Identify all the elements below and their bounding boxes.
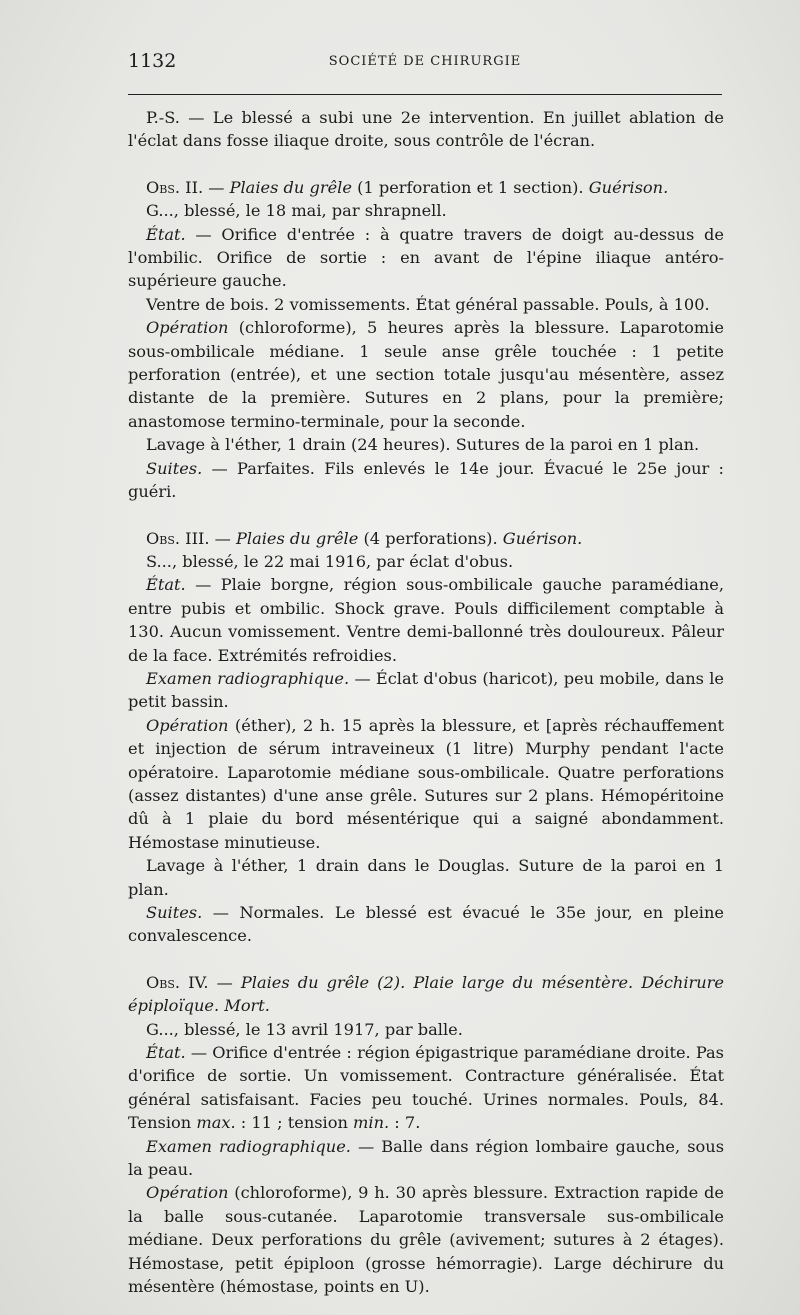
obs3-suites-text: — Normales. Le blessé est évacué le 35e jour, en pleine convalescence. bbox=[128, 903, 724, 946]
obs2-label: Obs. II. bbox=[146, 177, 204, 197]
obs4-etat bbox=[128, 1041, 724, 1135]
obs2-suites-text: — Parfaites. Fils enlevés le 14e jour. Évacué le 25e jour : guéri. bbox=[128, 458, 724, 502]
obs4-etat-text: — Orifice d'entrée : région épigastrique paramédiane droite. Pas d'orifice de sortie. Un vomissement. Contracture généralisée. État général satisfaisant. Facies peu touché. Urines normales. Pouls, 84. Tension bbox=[128, 1043, 724, 1133]
obs3-result: Guérison. bbox=[502, 528, 583, 548]
obs2-ventre: Ventre de bois. 2 vomissements. État général passable. Pouls, à 100. bbox=[146, 294, 710, 314]
obs3-patient: S..., blessé, le 22 mai 1916, par éclat d'obus. bbox=[146, 551, 514, 571]
obs4-etat-label: État. bbox=[146, 1043, 186, 1063]
obs4-operation-label: Opération bbox=[146, 1183, 229, 1203]
obs3-etat-text: — Plaie borgne, région sous-ombilicale gauche paramédiane, entre pubis et ombilic. Shock grave. Pouls difficilement comptable à 130. Aucun vomissement. Ventre demi-ballonné très douloureux. Pâleur de la face. Extrémités refroidies. bbox=[128, 575, 724, 665]
obs3-label: Obs. III. bbox=[146, 528, 210, 548]
obs4-examen-text: — Balle dans région lombaire gauche, sous la peau. bbox=[128, 1136, 725, 1180]
obs2-operation bbox=[128, 316, 724, 433]
obs4-examen bbox=[128, 1135, 724, 1182]
obs4-heading: Obs. IV. — Plaies du grêle (2). Plaie large du mésentère. Déchirure épiploïque. Mort. bbox=[128, 972, 724, 1016]
page-body bbox=[128, 106, 724, 1299]
obs3-etat bbox=[128, 573, 724, 667]
obs3-detail: (4 perforations). bbox=[358, 528, 503, 548]
obs3-examen-label: Examen radiographique. bbox=[146, 668, 350, 688]
obs2-title: Plaies du grêle bbox=[229, 177, 352, 197]
obs4-operation-text: (chloroforme), 9 h. 30 après blessure. Extraction rapide de la balle sous-cutanée. Laparotomie transversale sus-ombilicale médiane. Deux perforations du grêle (avivement; sutures à 2 étages). Hémostase, petit épiploon (grosse hémorragie). Large déchirure du mésentère (hémostase, points en U). bbox=[128, 1183, 724, 1297]
obs2-patient: G..., blessé, le 18 mai, par shrapnell. bbox=[146, 201, 447, 221]
obs4-tension-end: : 7. bbox=[389, 1113, 421, 1133]
obs3-heading: Obs. III. — Plaies du grêle (4 perforations). Guérison. bbox=[146, 528, 583, 548]
obs4-examen-label: Examen radiographique. bbox=[146, 1136, 351, 1156]
obs2-suites bbox=[128, 457, 724, 504]
obs3-operation-label: Opération bbox=[146, 715, 229, 735]
obs2-operation-label: Opération bbox=[146, 318, 229, 338]
obs2-operation-text: (chloroforme), 5 heures après la blessure. Laparotomie sous-ombilicale médiane. 1 seule anse grêle touchée : 1 petite perforation (entrée), et une section totale jusqu'au mésentère, assez distante de la première. Sutures en 2 plans, pour la première; anastomose termino-terminale, pour la seconde. bbox=[128, 318, 724, 431]
obs3-etat-label: État. bbox=[146, 575, 186, 595]
obs3-title: Plaies du grêle bbox=[236, 528, 359, 548]
obs4-min-label: min. bbox=[353, 1113, 390, 1133]
obs2-heading: Obs. II. — Plaies du grêle (1 perforation et 1 section). Guérison. bbox=[146, 177, 669, 197]
postscript-paragraph bbox=[128, 106, 724, 153]
obs4-label: Obs. IV. bbox=[146, 972, 209, 992]
obs3-operation-text: (éther), 2 h. 15 après la blessure, et [après réchauffement et injection de sérum intraveineux (1 litre) Murphy pendant l'acte opératoire. Laparotomie médiane sous-ombilicale. Quatre perforations (assez distantes) d'une anse grêle. Sutures sur 2 plans. Hémopéritoine dû à 1 plaie du bord mésentérique qui a saigné abondamment. Hémostase minutieuse. bbox=[128, 715, 724, 852]
page-number: 1132 bbox=[128, 50, 177, 72]
obs3-examen-text: — Éclat d'obus (haricot), peu mobile, dans le petit bassin. bbox=[128, 668, 725, 712]
page-header bbox=[128, 50, 722, 80]
ps-text: — Le blessé a subi une 2e intervention. En juillet ablation de l'éclat dans fosse iliaque droite, sous contrôle de l'écran. bbox=[128, 108, 724, 151]
ps-label: P.-S. bbox=[146, 108, 180, 127]
running-head: SOCIÉTÉ DE CHIRURGIE bbox=[328, 54, 522, 69]
obs2-etat bbox=[128, 223, 724, 293]
obs4-tension-mid: : 11 ; tension bbox=[235, 1113, 354, 1133]
obs4-title: Plaies du grêle bbox=[240, 972, 370, 992]
obs3-suites bbox=[128, 901, 724, 948]
obs2-etat-text: — Orifice d'entrée : à quatre travers de doigt au-dessus de l'ombilic. Orifice de sortie : en avant de l'épine iliaque antéro-supérieure gauche. bbox=[128, 224, 724, 291]
obs4-operation bbox=[128, 1181, 724, 1298]
obs2-result: Guérison. bbox=[588, 177, 669, 197]
obs2-etat-label: État. bbox=[146, 224, 186, 244]
header-rule bbox=[128, 94, 722, 95]
obs4-patient: G..., blessé, le 13 avril 1917, par balle. bbox=[146, 1019, 463, 1039]
obs2-suites-label: Suites. bbox=[146, 458, 203, 478]
obs3-examen bbox=[128, 667, 724, 714]
obs4-result: Plaie large du mésentère. Déchirure épiploïque. Mort. bbox=[128, 972, 724, 1016]
obs3-suites-label: Suites. bbox=[146, 903, 203, 922]
obs2-lavage: Lavage à l'éther, 1 drain (24 heures). Sutures de la paroi en 1 plan. bbox=[146, 435, 700, 455]
obs2-detail: (1 perforation et 1 section). bbox=[351, 177, 589, 197]
obs3-operation bbox=[128, 714, 724, 854]
obs4-max-label: max. bbox=[196, 1113, 236, 1133]
obs4-detail: (2). bbox=[369, 972, 414, 992]
obs3-lavage: Lavage à l'éther, 1 drain dans le Douglas. Suture de la paroi en 1 plan. bbox=[128, 856, 724, 899]
